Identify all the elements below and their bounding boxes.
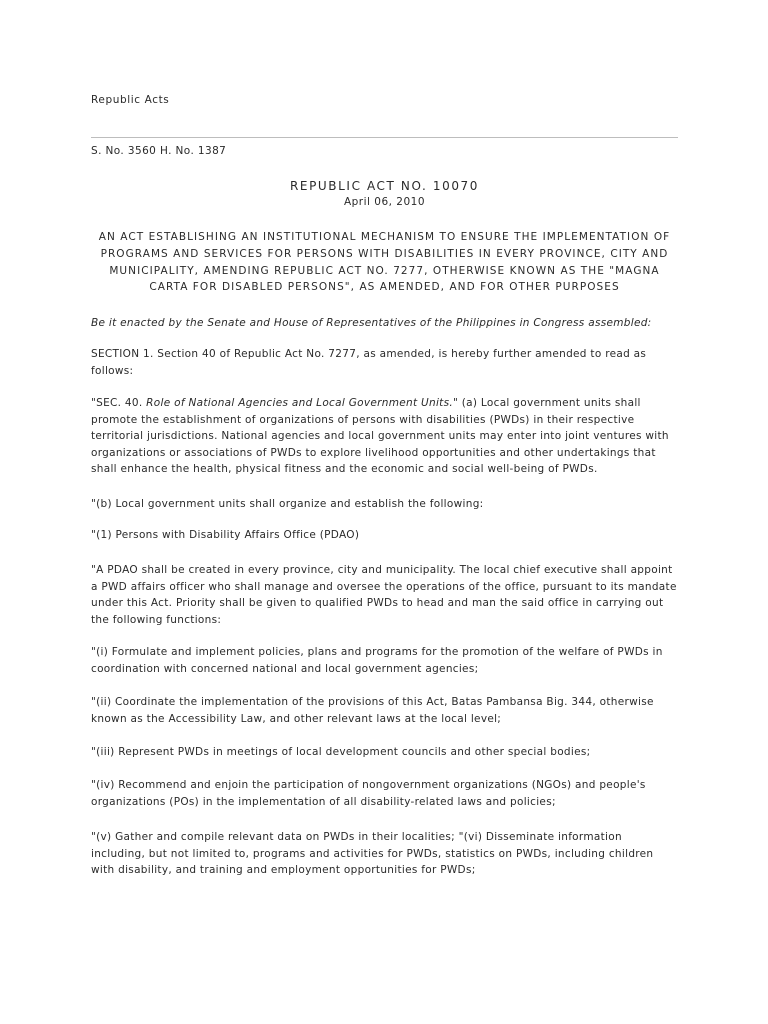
sec40-heading: Role of National Agencies and Local Government Units. (146, 397, 453, 409)
paragraph-1-pdao: "(1) Persons with Disability Affairs Office (PDAO) (91, 529, 360, 541)
item-i: "(i) Formulate and implement policies, plans and programs for the promotion of the welfare of PWDs in coordination with concerned national and local government agencies; (91, 646, 663, 675)
item-v-vi: "(v) Gather and compile relevant data on PWDs in their localities; "(vi) Disseminate information including, but not limited to, programs and activities for PWDs, statistics on PWDs, including children with disability, and training and employment opportunities for PWDs; (91, 831, 654, 876)
header-divider (91, 137, 678, 138)
act-title: REPUBLIC ACT NO. 10070 (289, 179, 480, 193)
paragraph-b: "(b) Local government units shall organize and establish the following: (91, 498, 484, 510)
bill-reference: S. No. 3560 H. No. 1387 (91, 145, 227, 157)
act-date: April 06, 2010 (343, 196, 426, 208)
act-full-title: AN ACT ESTABLISHING AN INSTITUTIONAL MECHANISM TO ENSURE THE IMPLEMENTATION OF PROGRAMS AND SERVICES FOR PERSONS WITH DISABILITIES IN EVERY PROVINCE, CITY AND MUNICIPALITY, AMENDING REPUBLIC ACT NO. 7277, OTHERWISE KNOWN AS THE "MAGNA CARTA FOR DISABLED PERSONS", AS AMENDED, AND FOR OTHER PURPOSES (98, 231, 671, 294)
item-iv: "(iv) Recommend and enjoin the participation of nongovernment organizations (NGOs) and people's organizations (POs) in the implementation of all disability-related laws and policies; (91, 779, 646, 808)
pdao-paragraph: "A PDAO shall be created in every province, city and municipality. The local chief executive shall appoint a PWD affairs officer who shall manage and oversee the operations of the office, pursuant to its mandate under this Act. Priority shall be given to qualified PWDs to head and man the said office in carrying out the following functions: (91, 564, 677, 626)
sec40-text: " (a) Local government units shall promote the establishment of organizations of persons with disabilities (PWDs) in their respective territorial jurisdictions. National agencies and local government units may enter into joint ventures with organizations or associations of PWDs to explore livelihood opportunities and other undertakings that shall enhance the health, physical fitness and the economic and social well-being of PWDs. (91, 397, 669, 475)
section-1-paragraph: SECTION 1. Section 40 of Republic Act No. 7277, as amended, is hereby further amended to read as follows: (91, 348, 647, 377)
item-iii: "(iii) Represent PWDs in meetings of local development councils and other special bodies; (91, 746, 591, 758)
section-40-paragraph (91, 395, 678, 478)
sec40-prefix: "SEC. 40. (91, 397, 147, 409)
item-ii: "(ii) Coordinate the implementation of the provisions of this Act, Batas Pambansa Big. 344, otherwise known as the Accessibility Law, and other relevant laws at the local level; (91, 696, 654, 725)
enacting-clause: Be it enacted by the Senate and House of Representatives of the Philippines in Congress assembled: (91, 317, 652, 329)
document-series-label: Republic Acts (91, 94, 170, 106)
